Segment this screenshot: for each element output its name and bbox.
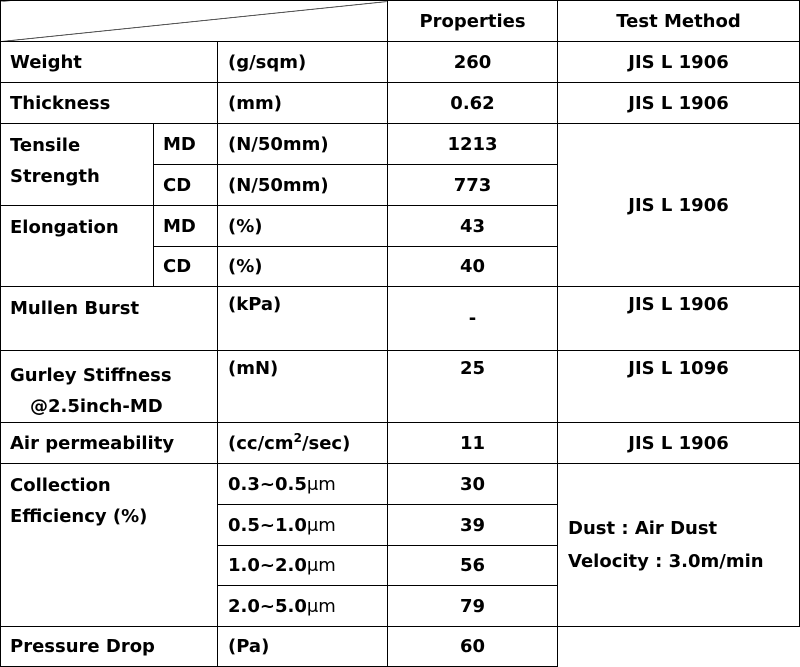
row-weight [1, 42, 800, 83]
thickness-method: JIS L 1906 [558, 83, 800, 124]
row-tensile-md [1, 124, 800, 165]
row-thickness [1, 83, 800, 124]
tensile-md-value: 1213 [388, 124, 558, 165]
elongation-label: Elongation [1, 206, 154, 287]
collection-range-text: 2.0~5.0 [228, 595, 307, 617]
tensile-cd-unit: (N/50mm) [218, 165, 388, 206]
thickness-value: 0.62 [388, 83, 558, 124]
air-label: Air permeability [1, 423, 218, 464]
collection-value: 56 [388, 546, 558, 586]
tensile-label [1, 124, 154, 206]
micron-unit: μm [306, 473, 336, 495]
mullen-unit: (kPa) [218, 287, 388, 351]
collection-range [218, 546, 388, 586]
tensile-label-line2: Strength [10, 166, 100, 187]
pressure-label: Pressure Drop [1, 627, 218, 667]
row-collection-1 [1, 464, 800, 505]
header-test-method: Test Method [558, 1, 800, 42]
elongation-md-unit: (%) [218, 206, 388, 247]
row-mullen [1, 287, 800, 351]
elongation-cd-value: 40 [388, 247, 558, 287]
mullen-method: JIS L 1906 [558, 287, 800, 351]
diagonal-header-cell [1, 1, 388, 42]
collection-value: 30 [388, 464, 558, 505]
elongation-cd-unit: (%) [218, 247, 388, 287]
gurley-value: 25 [388, 351, 558, 423]
weight-value: 260 [388, 42, 558, 83]
tensile-label-line1: Tensile [10, 135, 81, 156]
mullen-value: - [388, 287, 558, 351]
collection-range-text: 1.0~2.0 [228, 555, 307, 576]
air-unit-pre: (cc/cm [228, 432, 294, 454]
air-unit-post: /sec) [301, 432, 351, 454]
collection-label-line1: Collection [10, 475, 111, 496]
collection-range [218, 586, 388, 627]
elongation-md-sub: MD [154, 206, 218, 247]
tensile-md-unit: (N/50mm) [218, 124, 388, 165]
micron-unit: μm [306, 514, 336, 536]
air-unit [218, 423, 388, 464]
tensile-elongation-method: JIS L 1906 [558, 124, 800, 287]
header-row [1, 1, 800, 42]
collection-label [1, 464, 218, 627]
tensile-cd-sub: CD [154, 165, 218, 206]
gurley-label-line2: @2.5inch-MD [30, 396, 163, 417]
elongation-md-value: 43 [388, 206, 558, 247]
collection-method-line1: Dust : Air Dust [568, 518, 718, 539]
tensile-md-sub: MD [154, 124, 218, 165]
row-pressure-drop [1, 627, 800, 667]
thickness-label: Thickness [1, 83, 218, 124]
gurley-label [1, 351, 218, 423]
row-air-permeability [1, 423, 800, 464]
mullen-label: Mullen Burst [1, 287, 218, 351]
collection-method [558, 464, 800, 627]
collection-range [218, 505, 388, 546]
collection-value: 79 [388, 586, 558, 627]
gurley-label-line1: Gurley Stiffness [10, 365, 172, 386]
row-gurley [1, 351, 800, 423]
gurley-unit: (mN) [218, 351, 388, 423]
weight-label: Weight [1, 42, 218, 83]
pressure-value: 60 [388, 627, 558, 667]
collection-method-line2: Velocity : 3.0m/min [568, 551, 764, 572]
air-unit-sup: 2 [293, 430, 302, 445]
air-method: JIS L 1906 [558, 423, 800, 464]
micron-unit: μm [306, 595, 336, 617]
tensile-cd-value: 773 [388, 165, 558, 206]
collection-range [218, 464, 388, 505]
air-value: 11 [388, 423, 558, 464]
gurley-method: JIS L 1096 [558, 351, 800, 423]
micron-unit: μm [306, 555, 336, 576]
pressure-unit: (Pa) [218, 627, 388, 667]
header-properties: Properties [388, 1, 558, 42]
weight-unit: (g/sqm) [218, 42, 388, 83]
elongation-cd-sub: CD [154, 247, 218, 287]
thickness-unit: (mm) [218, 83, 388, 124]
weight-method: JIS L 1906 [558, 42, 800, 83]
collection-range-text: 0.5~1.0 [228, 514, 307, 536]
collection-range-text: 0.3~0.5 [228, 473, 307, 495]
collection-label-line2: Efficiency (%) [10, 506, 148, 527]
collection-value: 39 [388, 505, 558, 546]
